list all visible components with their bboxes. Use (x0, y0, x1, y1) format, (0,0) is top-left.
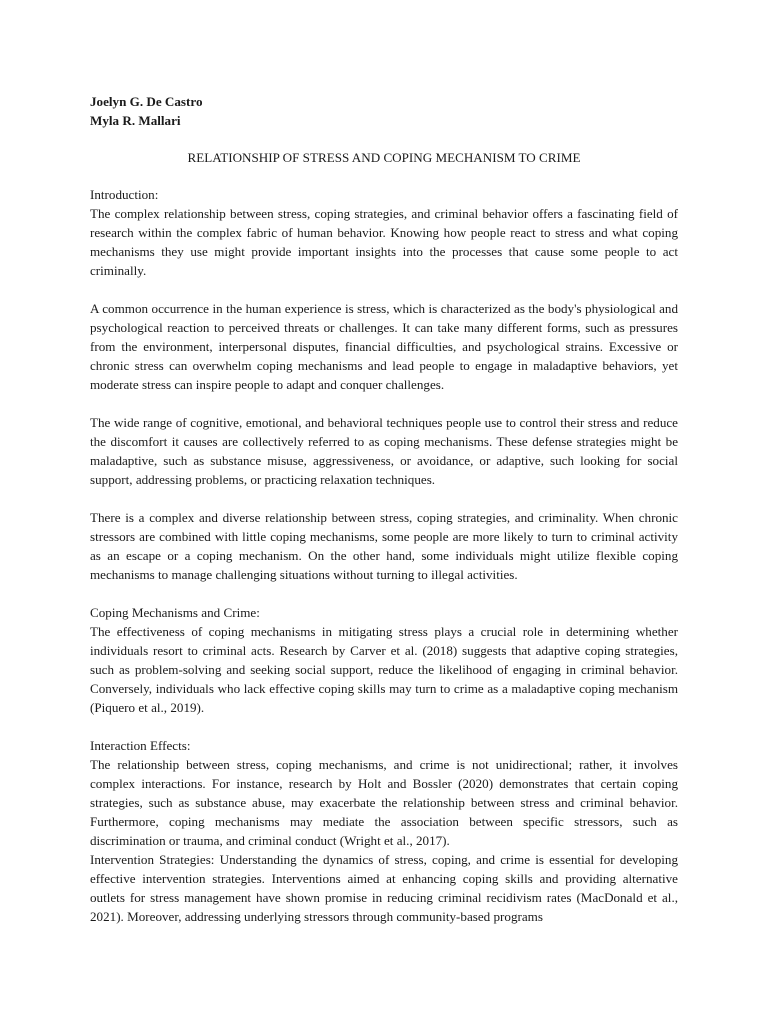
paragraph: There is a complex and diverse relationship between stress, coping strategies, and criminality. When chronic stressors are combined with little coping mechanisms, some people are more likely to turn to criminal activity as an escape or a coping mechanism. On the other hand, some individuals might utilize flexible coping mechanisms to manage challenging situations without turning to illegal activities. (90, 510, 678, 582)
paragraph-spacer (90, 394, 678, 413)
paragraph: The effectiveness of coping mechanisms in mitigating stress plays a crucial role in determining whether individuals resort to criminal acts. Research by Carver et al. (2018) suggests that adaptive coping strategies, such as problem-solving and seeking social support, reduce the likelihood of engaging in criminal behavior. Conversely, individuals who lack effective coping skills may turn to crime as a maladaptive coping mechanism (Piquero et al., 2019). (90, 624, 678, 715)
paragraph: The wide range of cognitive, emotional, and behavioral techniques people use to control their stress and reduce the discomfort it causes are collectively referred to as coping mechanisms. These defense strategies might be maladaptive, such as substance misuse, aggressiveness, or avoidance, or adaptive, such looking for social support, addressing problems, or practicing relaxation techniques. (90, 415, 678, 487)
author-name: Joelyn G. De Castro (90, 94, 203, 109)
paragraph-spacer (90, 489, 678, 508)
paragraph-spacer (90, 717, 678, 736)
section-heading-interaction: Interaction Effects: (90, 738, 191, 753)
paragraph: The relationship between stress, coping mechanisms, and crime is not unidirectional; rather, it involves complex interactions. For instance, research by Holt and Bossler (2020) demonstrates that certain coping strategies, such as substance abuse, may exacerbate the relationship between stress and criminal behavior. Furthermore, coping mechanisms may mediate the association between specific stressors, such as discrimination or trauma, and criminal conduct (Wright et al., 2017). (90, 757, 678, 848)
document-title: RELATIONSHIP OF STRESS AND COPING MECHANISM TO CRIME (187, 150, 581, 165)
document-page (90, 92, 678, 926)
paragraph: Intervention Strategies: Understanding the dynamics of stress, coping, and crime is essential for developing effective intervention strategies. Interventions aimed at enhancing coping skills and providing alternative outlets for stress management have shown promise in reducing criminal recidivism rates (MacDonald et al., 2021). Moreover, addressing underlying stressors through community-based programs (90, 852, 678, 924)
paragraph-spacer (90, 280, 678, 299)
section-heading-coping: Coping Mechanisms and Crime: (90, 605, 260, 620)
paragraph-spacer (90, 584, 678, 603)
paragraph: A common occurrence in the human experience is stress, which is characterized as the body's physiological and psychological reaction to perceived threats or challenges. It can take many different forms, such as pressures from the environment, interpersonal disputes, financial difficulties, and psychological strains. Excessive or chronic stress can overwhelm coping mechanisms and lead people to engage in maladaptive behaviors, yet moderate stress can inspire people to adapt and conquer challenges. (90, 301, 678, 392)
section-heading-introduction: Introduction: (90, 187, 159, 202)
author-name: Myla R. Mallari (90, 113, 181, 128)
paragraph: The complex relationship between stress, coping strategies, and criminal behavior offers a fascinating field of research within the complex fabric of human behavior. Knowing how people react to stress and what coping mechanisms they use might provide important insights into the processes that cause some people to act criminally. (90, 206, 678, 278)
